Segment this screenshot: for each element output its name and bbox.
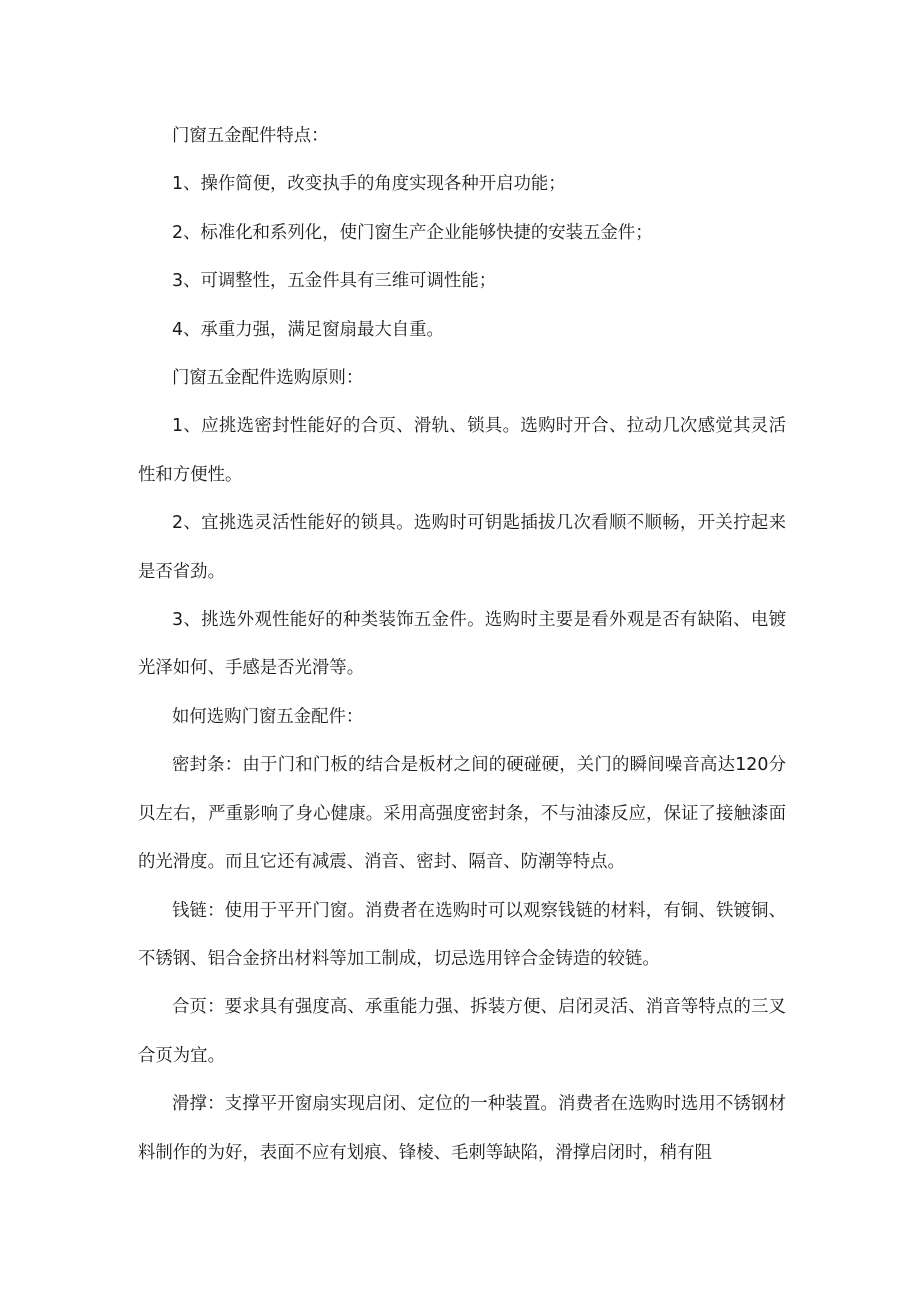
heading-features: 门窗五金配件特点： (172, 126, 329, 146)
principle-item-1: 1、应挑选密封性能好的合页、滑轨、锁具。选购时开合、拉动几次感觉其灵活性和方便性。 (138, 416, 786, 485)
principle-item-3: 3、挑选外观性能好的种类装饰五金件。选购时主要是看外观是否有缺陷、电镀光泽如何、手感是否光滑等。 (138, 610, 786, 679)
heading-selection-principles: 门窗五金配件选购原则： (172, 368, 364, 389)
paragraph-hinge-chain: 钱链：使用于平开门窗。消费者在选购时可以观察钱链的材料，有铜、铁镀铜、不锈钢、铝合金挤出材料等加工制成，切忌选用锌合金铸造的较链。 (138, 900, 786, 969)
principle-item-2: 2、宜挑选灵活性能好的锁具。选购时可钥匙插拔几次看顺不顺畅，开关拧起来是否省劲。 (138, 513, 786, 582)
feature-item-3: 3、可调整性，五金件具有三维可调性能； (172, 271, 497, 292)
paragraph-sealing-strip: 密封条：由于门和门板的结合是板材之间的硬碰硬，关门的瞬间噪音高达120分贝左右，严重影响了身心健康。采用高强度密封条，不与油漆反应，保证了接触漆面的光滑度。而且它还有减震、消音、密封、隔音、防潮等特点。 (138, 755, 786, 873)
heading-how-to-choose: 如何选购门窗五金配件： (172, 706, 364, 727)
paragraph-hinge: 合页：要求具有强度高、承重能力强、拆装方便、启闭灵活、消音等特点的三叉合页为宜。 (138, 997, 786, 1066)
feature-item-2: 2、标准化和系列化，使门窗生产企业能够快捷的安装五金件； (172, 222, 653, 243)
feature-item-4: 4、承重力强，满足窗扇最大自重。 (172, 319, 444, 340)
document-body (138, 112, 786, 1177)
feature-item-1: 1、操作简便，改变执手的角度实现各种开启功能； (172, 174, 566, 195)
paragraph-friction-stay: 滑撑：支撑平开窗扇实现启闭、定位的一种装置。消费者在选购时选用不锈钢材料制作的为好，表面不应有划痕、锋棱、毛刺等缺陷，滑撑启闭时，稍有阻 (138, 1094, 786, 1163)
